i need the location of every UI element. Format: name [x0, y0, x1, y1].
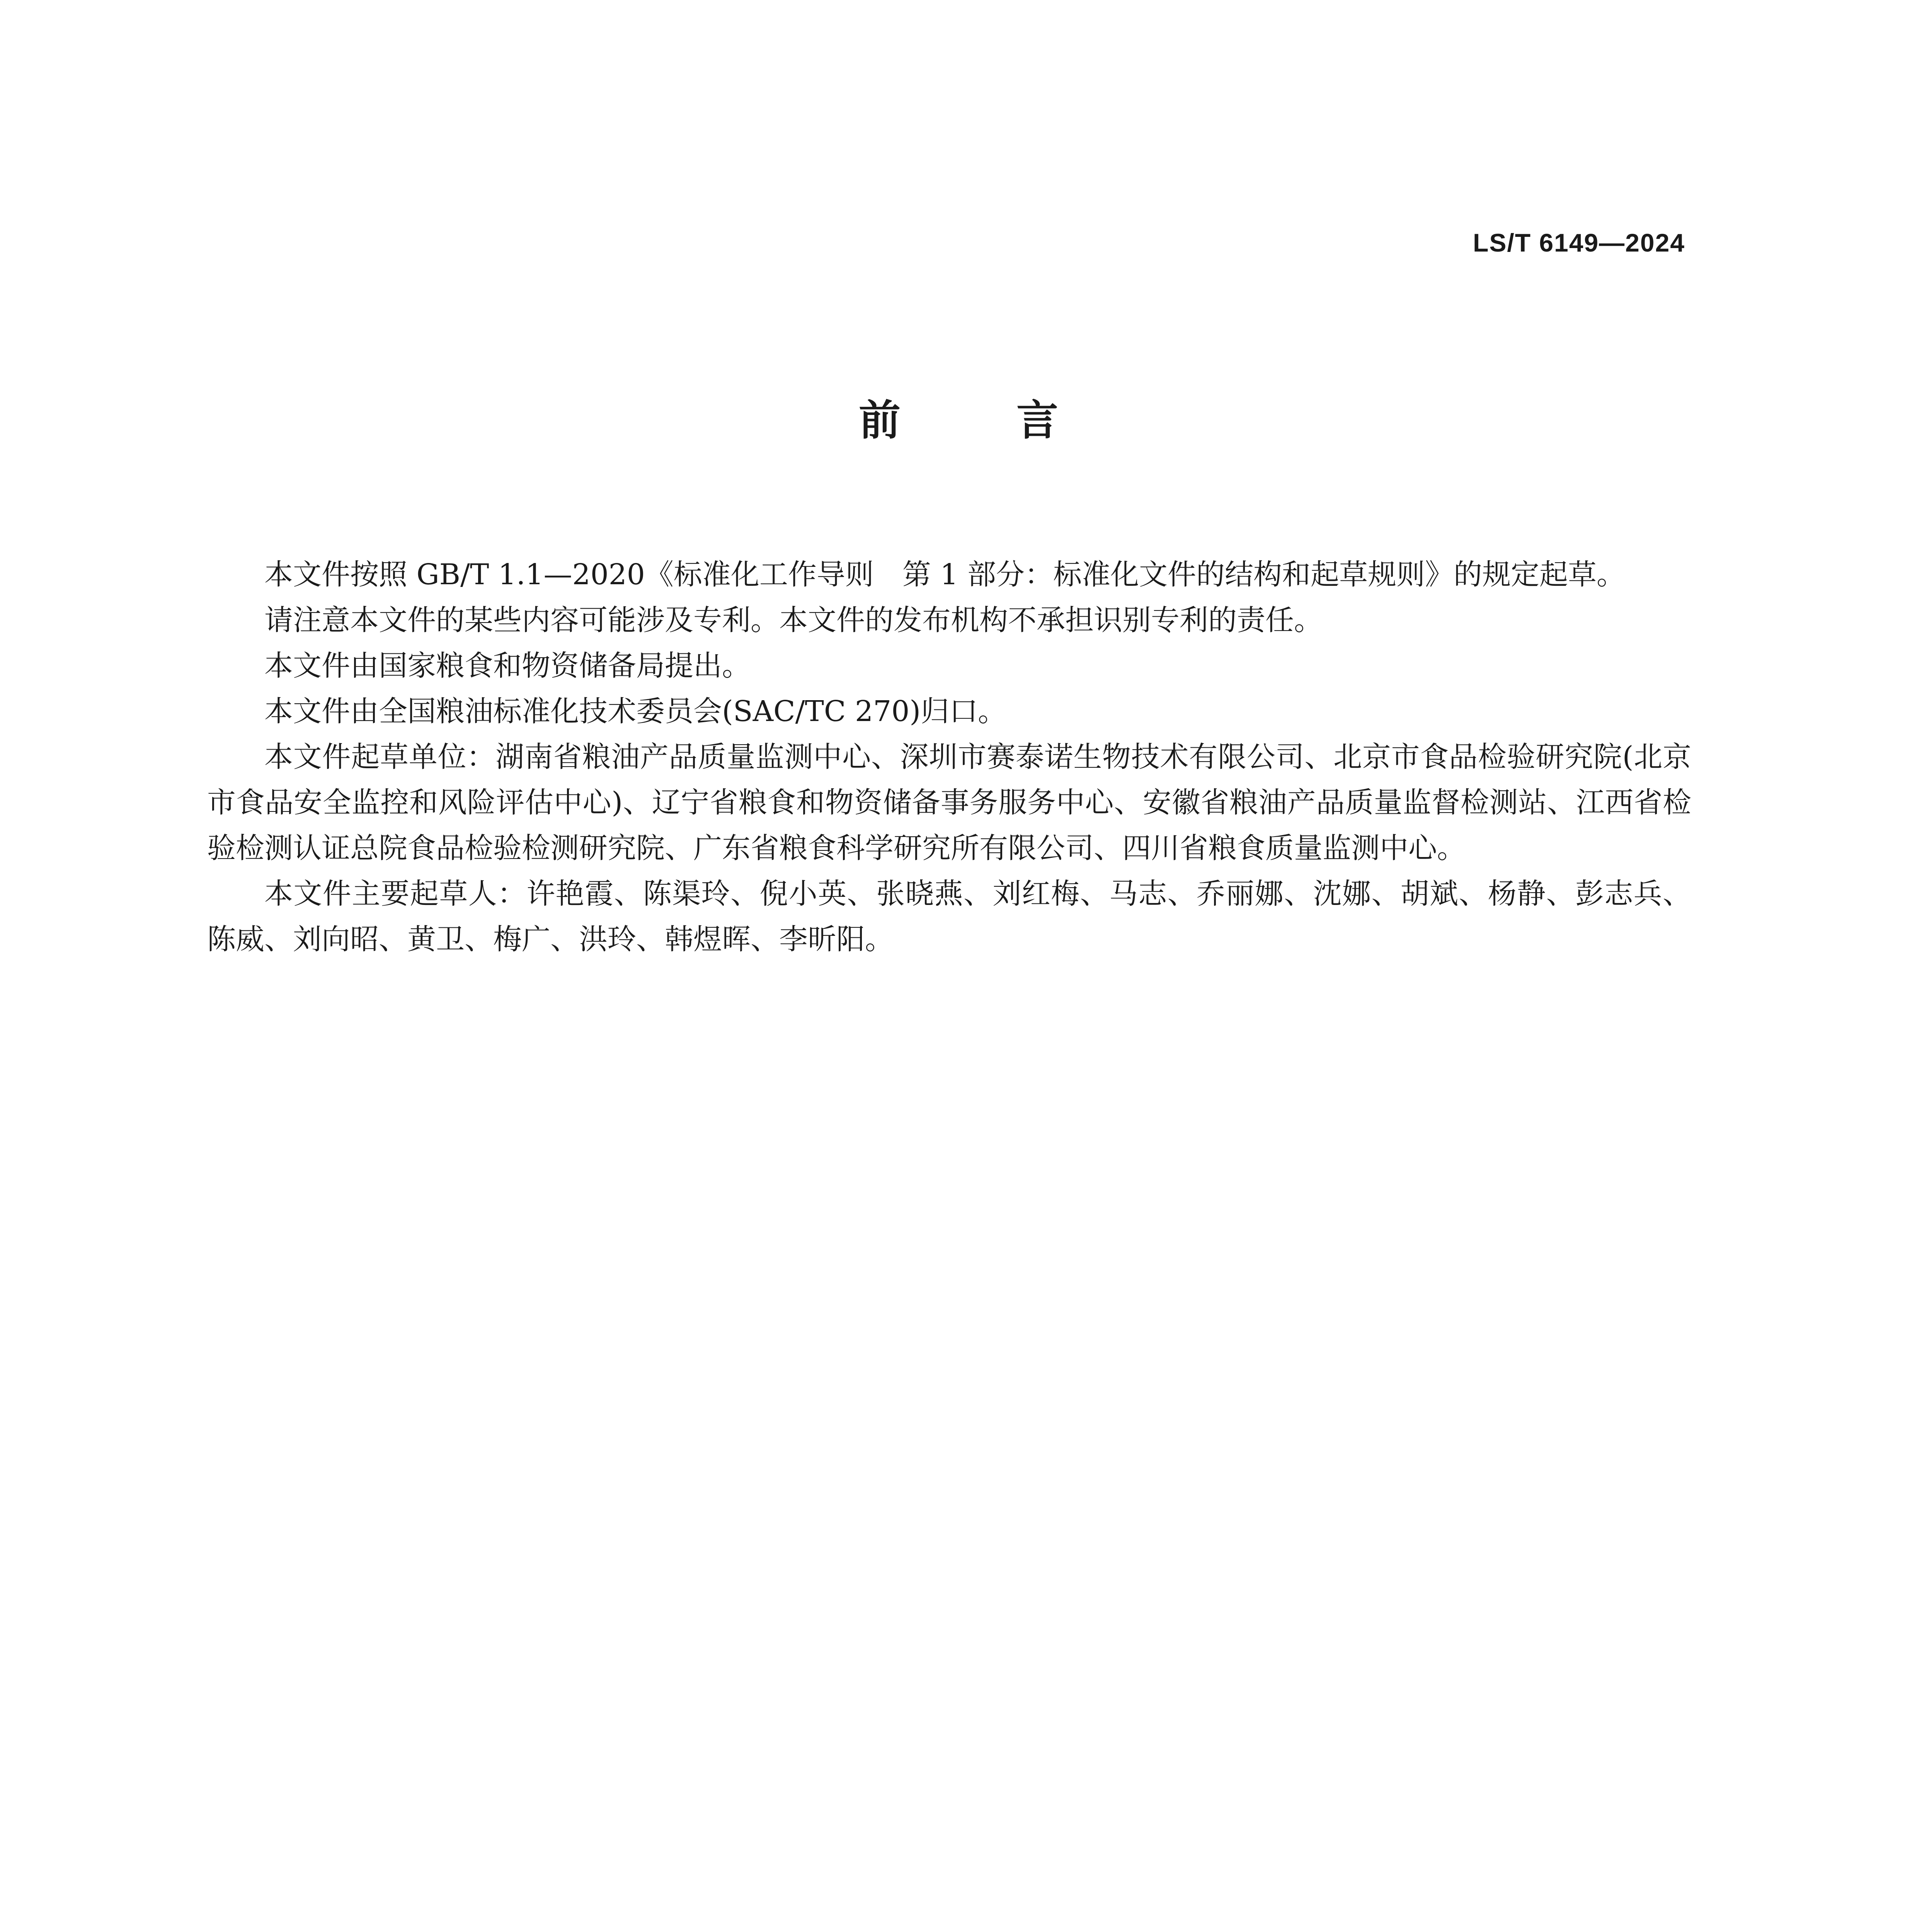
- paragraph-main-drafters: 本文件主要起草人：许艳霞、陈渠玲、倪小英、张晓燕、刘红梅、马志、乔丽娜、沈娜、胡斌、杨静、彭志兵、陈威、刘向昭、黄卫、梅广、洪玲、韩煜晖、李昕阳。: [207, 877, 1691, 956]
- paragraph-drafting-units: 本文件起草单位：湖南省粮油产品质量监测中心、深圳市赛泰诺生物技术有限公司、北京市食品检验研究院(北京市食品安全监控和风险评估中心)、辽宁省粮食和物资储备事务服务中心、安徽省粮油产品质量监督检测站、江西省检验检测认证总院食品检验检测研究院、广东省粮食科学研究所有限公司、四川省粮食质量监测中心。: [207, 740, 1691, 865]
- page-title: 前言: [858, 396, 1174, 445]
- document-code: LS/T 6149—2024: [1473, 228, 1685, 257]
- paragraph-centralized-by: 本文件由全国粮油标准化技术委员会(SAC/TC 270)归口。: [264, 695, 1007, 728]
- foreword-body: [207, 552, 1691, 962]
- paragraph-drafting-rules: 本文件按照 GB/T 1.1—2020《标准化工作导则 第 1 部分：标准化文件的结构和起草规则》的规定起草。: [264, 558, 1625, 591]
- paragraph-patent-notice: 请注意本文件的某些内容可能涉及专利。本文件的发布机构不承担识别专利的责任。: [264, 604, 1323, 637]
- paragraph-proposed-by: 本文件由国家粮食和物资储备局提出。: [264, 649, 751, 682]
